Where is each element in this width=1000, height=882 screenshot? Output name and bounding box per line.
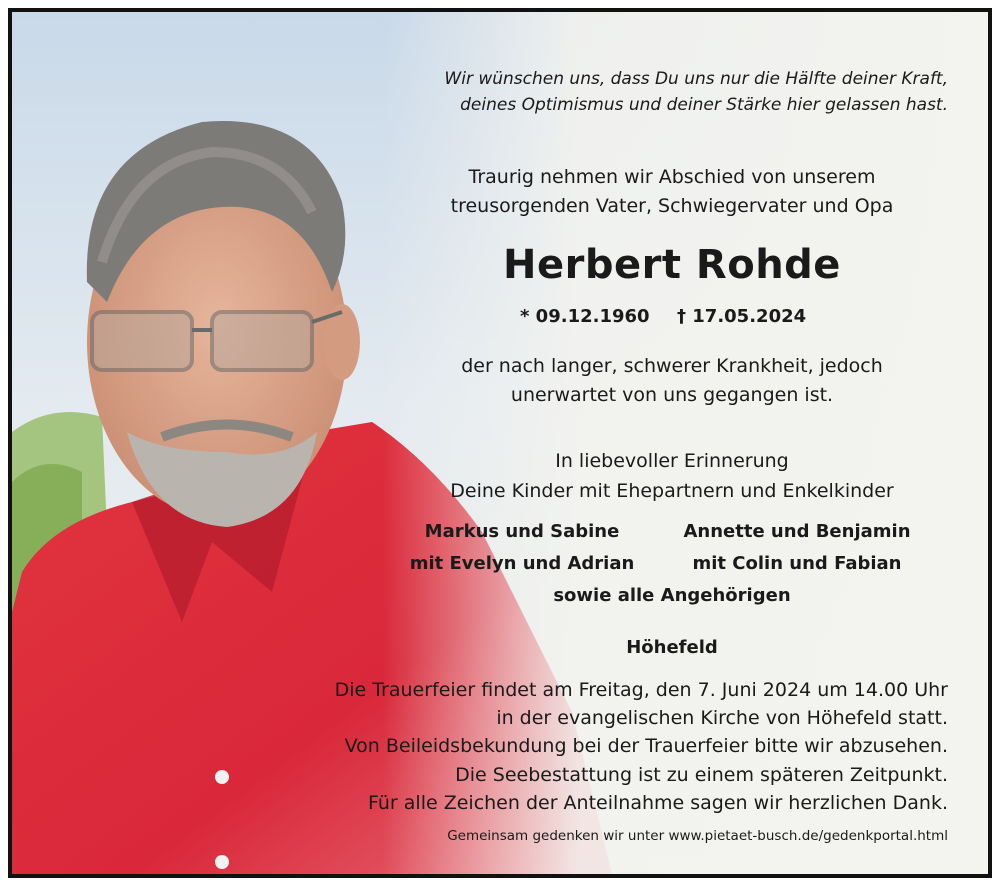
death-date: † 17.05.2024 [677, 306, 807, 327]
deceased-name: Herbert Rohde [503, 242, 841, 288]
circumstance-line-1: der nach langer, schwerer Krankheit, jedoch [461, 355, 883, 377]
quote-line-1: Wir wünschen uns, dass Du uns nur die Hälfte deiner Kraft, [444, 69, 948, 89]
family-left-line-1: Markus und Sabine [424, 521, 620, 542]
family-left-line-2: mit Evelyn und Adrian [409, 553, 635, 574]
circumstance-line-2: unerwartet von uns gegangen ist. [510, 384, 834, 406]
family-right-line-2: mit Colin und Fabian [692, 553, 902, 574]
ceremony-line-1: Die Trauerfeier findet am Freitag, den 7. Juni 2024 um 14.00 Uhr [334, 679, 948, 701]
remembrance-line-1: In liebevoller Erinnerung [555, 450, 789, 472]
relatives-line: sowie alle Angehörigen [553, 585, 791, 606]
ceremony-line-3: Von Beileidsbekundung bei der Trauerfeier bitte wir abzusehen. [344, 735, 948, 757]
intro-line-1: Traurig nehmen wir Abschied von unserem [468, 166, 876, 188]
remembrance-line-2: Deine Kinder mit Ehepartnern und Enkelkinder [450, 480, 894, 502]
ceremony-line-2: in der evangelischen Kirche von Höhefeld statt. [496, 707, 948, 729]
memorial-portal-link[interactable]: Gemeinsam gedenken wir unter www.pietaet-busch.de/gedenkportal.html [447, 828, 948, 844]
birth-date: * 09.12.1960 [520, 306, 650, 327]
quote-line-2: deines Optimismus und deiner Stärke hier gelassen hast. [460, 95, 948, 115]
intro-line-2: treusorgenden Vater, Schwiegervater und Opa [450, 195, 894, 217]
ceremony-line-5: Für alle Zeichen der Anteilnahme sagen wir herzlichen Dank. [368, 792, 948, 814]
text-area [12, 12, 988, 874]
ceremony-line-4: Die Seebestattung ist zu einem späteren Zeitpunkt. [455, 764, 948, 786]
place-name: Höhefeld [626, 637, 718, 658]
obituary-frame [8, 8, 992, 878]
family-right-line-1: Annette und Benjamin [683, 521, 911, 542]
